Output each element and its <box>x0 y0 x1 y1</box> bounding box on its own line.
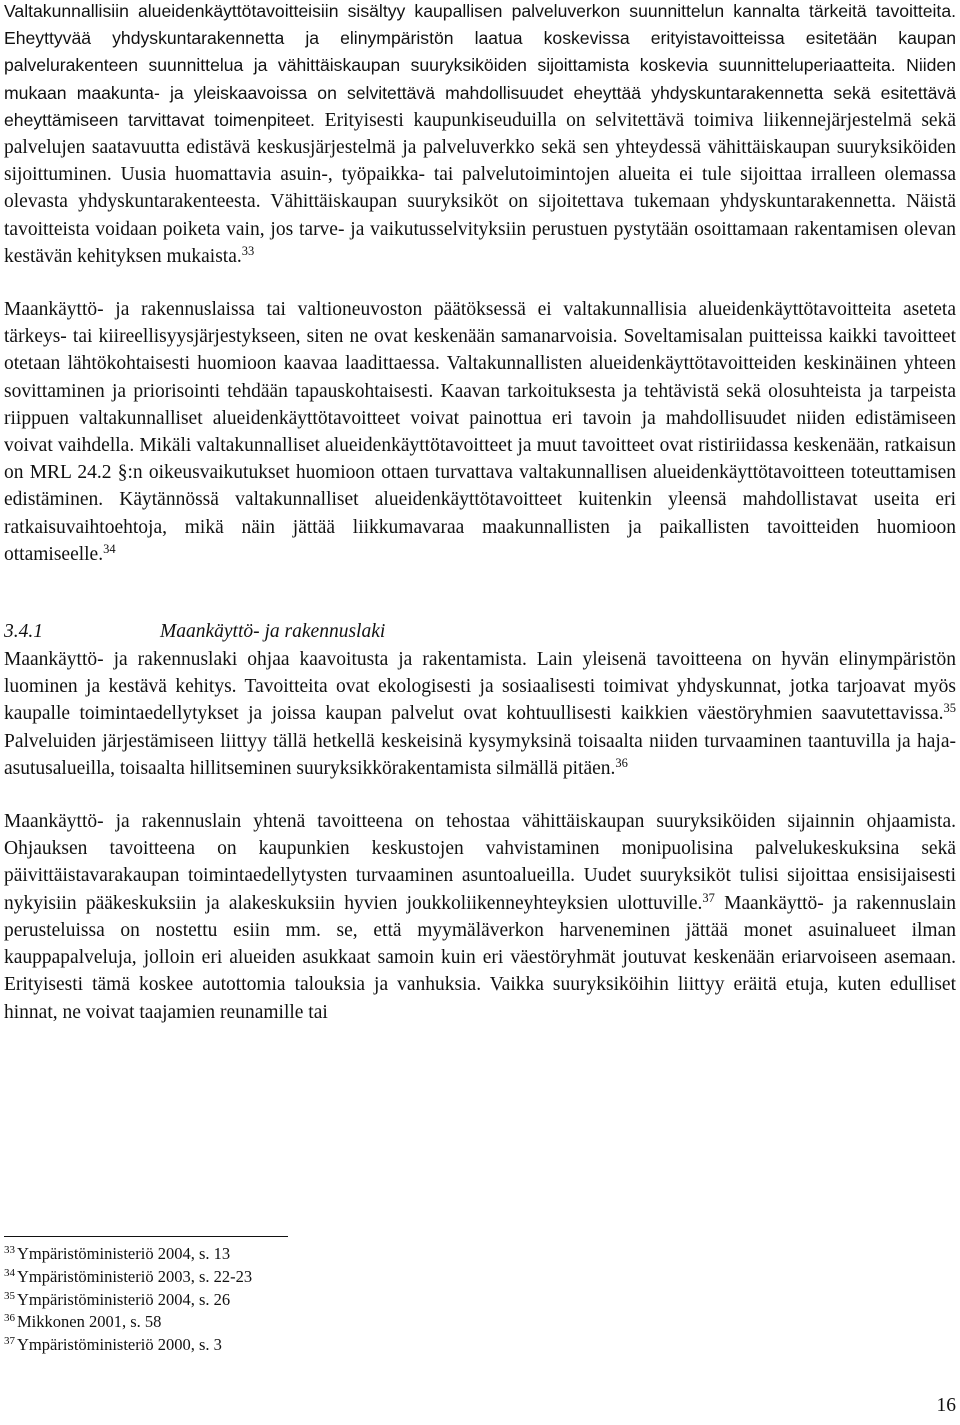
paragraph-priority <box>4 296 956 568</box>
paragraph-text: Palveluiden järjestämiseen liittyy tällä hetkellä keskeisinä kysymyksinä toisaalta niiden turvaaminen taantuvilla ja haja-asutusalueilla, toisaalta hillitseminen suuryksikkörakentamista silmällä pitäen. <box>4 730 956 779</box>
section-title: Maankäyttö- ja rakennuslaki <box>160 621 386 643</box>
footnote-text: Mikkonen 2001, s. 58 <box>17 1312 162 1332</box>
footnote-text: Ympäristöministeriö 2004, s. 26 <box>17 1289 231 1309</box>
footnote-34 <box>4 1266 604 1289</box>
paragraph-land-use-act <box>4 646 956 782</box>
paragraph-sans-text: Valtakunnallisiin alueidenkäyttötavoitteisiin sisältyy kaupallisen palveluverkon suunnittelun kannalta tärkeitä tavoitteita. Eheyttyvää yhdyskuntarakennetta ja elinympäristön laatua koskevissa erityistavoitteissa esitetään kaupan palvelurakenteen suunnittelua ja vähittäiskaupan suuryksiköiden sijoittamista koskevia suunnitteluperiaatteita. Niiden mukaan maakunta- ja yleiskaavoissa on selvitettävä mahdollisuudet eheyttää yhdyskuntarakennetta sekä esitettävä eheyttämiseen tarvittavat toimenpiteet. <box>4 1 956 130</box>
footnote-ref-37[interactable]: 37 <box>702 890 715 905</box>
footnote-number: 33 <box>4 1244 15 1256</box>
paragraph-text: Maankäyttö- ja rakennuslaissa tai valtioneuvoston päätöksessä ei valtakunnallisia alueidenkäyttötavoitteita aseteta tärkeys- tai kiireellisyysjärjestykseen, siten ne ovat keskenään samanarvoisia. Soveltamisalan puitteissa kaikki tavoitteet otetaan lähtökohtaisesti huomioon kaavaa laadittaessa. Valtakunnallisten alueidenkäyttötavoitteiden keskinäinen yhteen sovittaminen ja priorisointi tehdään tapauskohtaisesti. Kaavan tarkoituksesta ja tehtävistä sekä olosuhteista ja tarpeista riippuen valtakunnalliset alueidenkäyttötavoitteet voivat painottua eri tavoin ja mahdollisuudet niiden edistämiseen voivat vaihdella. Mikäli valtakunnalliset alueidenkäyttötavoitteet ja muut tavoitteet ovat ristiriidassa keskenään, ratkaisun on MRL 24.2 §:n oikeusvaikutukset huomioon ottaen turvattava valtakunnallisen alueidenkäyttötavoitteen toteuttamisen edistäminen. Käytännössä valtakunnalliset alueidenkäyttötavoitteet kuitenkin yleensä mahdollistavat useita eri ratkaisuvaihtoehtoja, mikä näin jättää liikkumavaraa maakunnallisten ja paikallisten tavoitteiden huomioon ottamiseelle. <box>4 299 956 565</box>
footnote-ref-36[interactable]: 36 <box>615 755 628 770</box>
footnote-number: 36 <box>4 1312 15 1325</box>
section-heading <box>4 618 956 646</box>
page-number: 16 <box>936 1395 956 1416</box>
footnote-37 <box>4 1334 604 1357</box>
footnote-35 <box>4 1289 604 1312</box>
section-number: 3.4.1 <box>4 621 43 643</box>
footnotes <box>4 1243 604 1357</box>
footnote-number: 35 <box>4 1289 15 1302</box>
paragraph-text: Maankäyttö- ja rakennuslain yhtenä tavoitteena on tehostaa vähittäiskaupan suuryksiköiden sijainnin ohjaamista. Ohjauksen tavoitteena on kaupunkien keskustojen vahvistaminen monipuolisina palvelukeskuksina sekä päivittäistavarakaupan toimintaedellytysten turvaaminen asuntoalueilla. Uudet suuryksiköt tulisi sijoittaa ensisijaisesti nykyisiin pääkeskuksiin ja alakeskuksiin hyvien joukkoliikenneyhteyksien ulottuville. <box>4 811 956 914</box>
paragraph-text: Maankäyttö- ja rakennuslaki ohjaa kaavoitusta ja rakentamista. Lain yleisenä tavoitteena on hyvän elinympäristön luominen ja kestävä kehitys. Tavoitteita ovat ekologisesti ja sosiaalisesti toimivat yhdyskunnat, jotka tarjoavat myös kaupalle toimintaedellytykset ja joissa kaupan palvelut ovat kohtuullisesti kaikkien väestöryhmien saavutettavissa. <box>4 649 956 725</box>
footnote-number: 34 <box>4 1266 15 1279</box>
footnote-separator <box>4 1236 288 1237</box>
footnote-text: Ympäristöministeriö 2004, s. 13 <box>17 1244 231 1263</box>
footnote-number: 37 <box>4 1335 15 1348</box>
footnote-text: Ympäristöministeriö 2000, s. 3 <box>17 1335 222 1355</box>
paragraph-regional-objectives <box>4 0 956 270</box>
footnote-ref-34[interactable]: 34 <box>103 541 116 556</box>
footnote-33 <box>4 1243 604 1266</box>
footnote-ref-35[interactable]: 35 <box>943 701 956 716</box>
paragraph-serif-text: Erityisesti kaupunkiseuduilla on selvitettävä toimiva liikennejärjestelmä sekä palvelujen saatavuutta edistävä keskusjärjestelmä ja palveluverkko sekä sen yhteydessä vähittäiskaupan suuryksiköiden sijoittuminen. Uusia huomattavia asuin-, työpaikka- tai palvelutoimintojen alueita ei tule sijoittaa irralleen olemassa olevasta yhdyskuntarakenteesta. Vähittäiskaupan suuryksiköt on sijoitettava tukemaan yhdyskuntarakennetta. Näistä tavoitteista voidaan poiketa vain, jos tarve- ja vaikutusselvityksiin perustuen pystytään osoittamaan rakentamisen olevan kestävän kehityksen mukaista. <box>4 109 956 267</box>
footnote-text: Ympäristöministeriö 2003, s. 22-23 <box>17 1266 253 1286</box>
footnote-36 <box>4 1311 604 1334</box>
page-content <box>4 0 956 1026</box>
footnote-ref-33[interactable]: 33 <box>241 243 255 258</box>
paragraph-text: Maankäyttö- ja rakennuslain perusteluissa on nostettu esiin mm. se, että myymäläverkon harveneminen jättää monet asuinalueet ilman kauppapalveluja, jolloin eri alueiden asukkaat samoin kuin eri väestöryhmät joutuvat keskenään eriarvoiseen asemaan. Erityisesti tämä koskee autottomia talouksia ja vanhuksia. Vaikka suuryksiköihin liittyy eräitä etuja, kuten edulliset hinnat, ne voivat taajamien reunamille tai <box>4 892 956 1023</box>
paragraph-retail-units <box>4 808 956 1026</box>
